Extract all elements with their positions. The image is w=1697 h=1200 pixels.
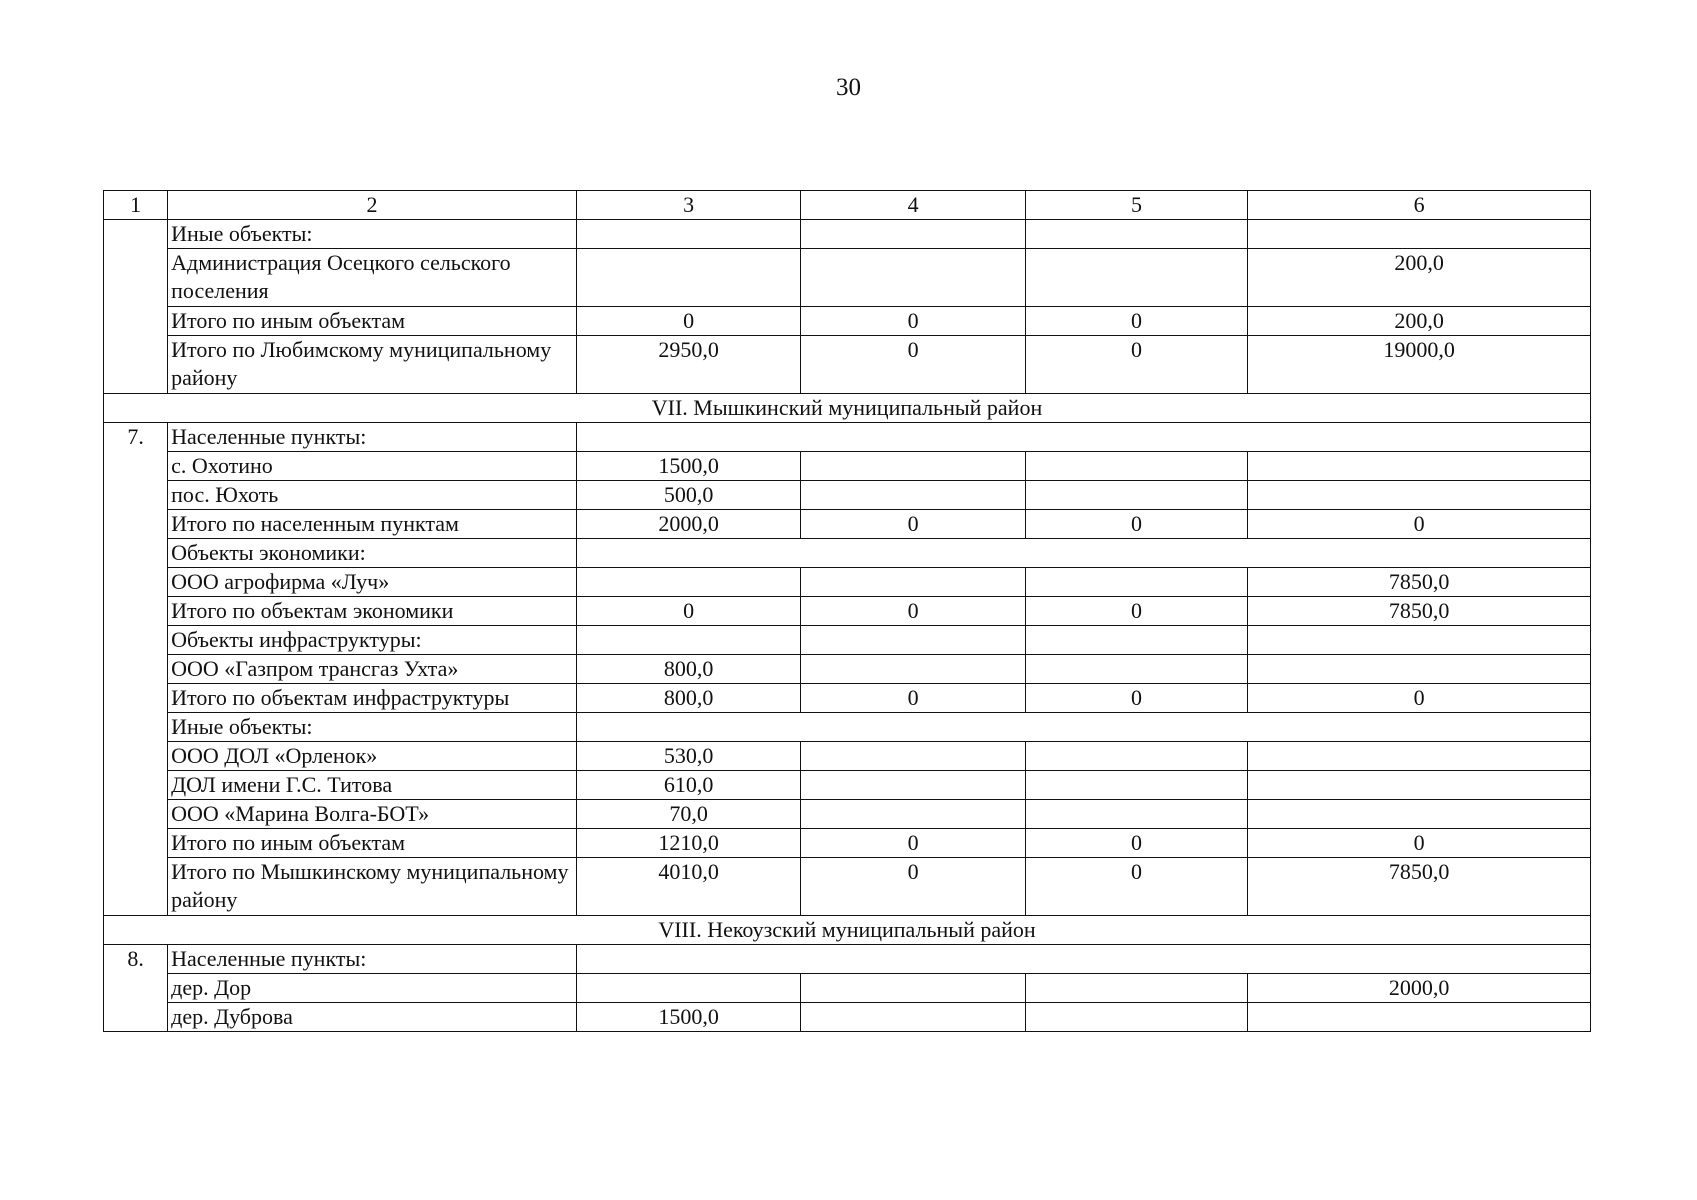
- empty-cell: [576, 423, 1590, 452]
- row-label: Населенные пункты:: [168, 945, 577, 974]
- value-cell-c5: 0: [1025, 336, 1247, 394]
- table-row: [104, 539, 1591, 568]
- value-cell-c3: 70,0: [576, 800, 800, 829]
- table-row: [104, 597, 1591, 626]
- value-cell-c3: 530,0: [576, 742, 800, 771]
- table-row: [104, 684, 1591, 713]
- table-row: [104, 713, 1591, 742]
- table-row: [104, 220, 1591, 249]
- value-cell-c5: [1025, 655, 1247, 684]
- section-title: VII. Мышкинский муниципальный район: [104, 394, 1591, 423]
- value-cell-c5: [1025, 800, 1247, 829]
- row-label: Иные объекты:: [168, 220, 577, 249]
- header-cell: 6: [1248, 191, 1591, 220]
- table-row: [104, 945, 1591, 974]
- row-label: ООО «Газпром трансгаз Ухта»: [168, 655, 577, 684]
- table-row: [104, 307, 1591, 336]
- value-cell-c4: 0: [801, 336, 1025, 394]
- table-row: [104, 568, 1591, 597]
- value-cell-c3: 4010,0: [576, 858, 800, 916]
- row-label: Итого по Мышкинскому муниципальному району: [168, 858, 577, 916]
- value-cell-c4: [801, 452, 1025, 481]
- value-cell-c6: [1248, 771, 1591, 800]
- header-cell: 1: [104, 191, 168, 220]
- value-cell-c3: 610,0: [576, 771, 800, 800]
- value-cell-c6: [1248, 800, 1591, 829]
- value-cell-c5: [1025, 249, 1247, 307]
- value-cell-c5: [1025, 1003, 1247, 1032]
- value-cell-c5: [1025, 771, 1247, 800]
- table-row: [104, 858, 1591, 916]
- value-cell-c6: 2000,0: [1248, 974, 1591, 1003]
- value-cell-c4: 0: [801, 858, 1025, 916]
- table-row: [104, 1003, 1591, 1032]
- row-label: Итого по иным объектам: [168, 307, 577, 336]
- value-cell-c6: 19000,0: [1248, 336, 1591, 394]
- value-cell-c6: [1248, 1003, 1591, 1032]
- value-cell-c4: 0: [801, 510, 1025, 539]
- value-cell-c5: 0: [1025, 858, 1247, 916]
- value-cell-c4: [801, 771, 1025, 800]
- header-cell: 2: [168, 191, 577, 220]
- table-row: [104, 510, 1591, 539]
- value-cell-c3: 1500,0: [576, 452, 800, 481]
- value-cell-c5: [1025, 452, 1247, 481]
- value-cell-c3: 500,0: [576, 481, 800, 510]
- value-cell-c5: [1025, 481, 1247, 510]
- value-cell-c6: 0: [1248, 829, 1591, 858]
- value-cell-c3: 0: [576, 597, 800, 626]
- table-row: [104, 249, 1591, 307]
- value-cell-c4: [801, 568, 1025, 597]
- table-body: [104, 191, 1591, 1032]
- value-cell-c4: [801, 655, 1025, 684]
- row-label: Итого по населенным пунктам: [168, 510, 577, 539]
- value-cell-c3: [576, 220, 800, 249]
- header-row: [104, 191, 1591, 220]
- row-label: ДОЛ имени Г.С. Титова: [168, 771, 577, 800]
- value-cell-c6: [1248, 452, 1591, 481]
- row-label: Населенные пункты:: [168, 423, 577, 452]
- value-cell-c3: 1500,0: [576, 1003, 800, 1032]
- value-cell-c4: [801, 974, 1025, 1003]
- header-cell: 4: [801, 191, 1025, 220]
- table-row: [104, 800, 1591, 829]
- row-label: Итого по объектам инфраструктуры: [168, 684, 577, 713]
- table-row: [104, 423, 1591, 452]
- table-row: [104, 829, 1591, 858]
- value-cell-c3: 800,0: [576, 684, 800, 713]
- value-cell-c5: 0: [1025, 684, 1247, 713]
- table-row: [104, 336, 1591, 394]
- row-number: [104, 220, 168, 394]
- row-label: ООО агрофирма «Луч»: [168, 568, 577, 597]
- value-cell-c3: [576, 249, 800, 307]
- value-cell-c6: [1248, 626, 1591, 655]
- table-row: [104, 974, 1591, 1003]
- table-row: [104, 481, 1591, 510]
- row-label: дер. Дор: [168, 974, 577, 1003]
- row-label: Итого по Любимскому муниципальному району: [168, 336, 577, 394]
- row-label: Объекты инфраструктуры:: [168, 626, 577, 655]
- value-cell-c4: 0: [801, 597, 1025, 626]
- row-label: Итого по иным объектам: [168, 829, 577, 858]
- row-label: Иные объекты:: [168, 713, 577, 742]
- value-cell-c3: [576, 568, 800, 597]
- value-cell-c6: 200,0: [1248, 307, 1591, 336]
- value-cell-c6: 0: [1248, 510, 1591, 539]
- section-title: VIII. Некоузский муниципальный район: [104, 916, 1591, 945]
- empty-cell: [576, 945, 1590, 974]
- row-number: 8.: [104, 945, 168, 1032]
- value-cell-c4: 0: [801, 829, 1025, 858]
- value-cell-c5: [1025, 568, 1247, 597]
- value-cell-c3: 2950,0: [576, 336, 800, 394]
- value-cell-c6: 7850,0: [1248, 597, 1591, 626]
- header-cell: 3: [576, 191, 800, 220]
- value-cell-c4: 0: [801, 684, 1025, 713]
- value-cell-c4: [801, 220, 1025, 249]
- value-cell-c6: [1248, 220, 1591, 249]
- row-label: Администрация Осецкого сельского поселения: [168, 249, 577, 307]
- value-cell-c4: [801, 249, 1025, 307]
- table-row: [104, 626, 1591, 655]
- table-row: [104, 771, 1591, 800]
- value-cell-c3: 0: [576, 307, 800, 336]
- value-cell-c3: 1210,0: [576, 829, 800, 858]
- value-cell-c5: [1025, 742, 1247, 771]
- row-number: 7.: [104, 423, 168, 916]
- value-cell-c5: [1025, 974, 1247, 1003]
- value-cell-c3: 2000,0: [576, 510, 800, 539]
- table-row: [104, 655, 1591, 684]
- value-cell-c6: 0: [1248, 684, 1591, 713]
- value-cell-c6: 7850,0: [1248, 568, 1591, 597]
- row-label: Итого по объектам экономики: [168, 597, 577, 626]
- value-cell-c6: [1248, 655, 1591, 684]
- value-cell-c5: 0: [1025, 307, 1247, 336]
- row-label: с. Охотино: [168, 452, 577, 481]
- header-cell: 5: [1025, 191, 1247, 220]
- value-cell-c4: [801, 800, 1025, 829]
- row-label: ООО «Марина Волга-БОТ»: [168, 800, 577, 829]
- value-cell-c4: 0: [801, 307, 1025, 336]
- value-cell-c5: 0: [1025, 597, 1247, 626]
- value-cell-c6: [1248, 481, 1591, 510]
- value-cell-c4: [801, 481, 1025, 510]
- value-cell-c5: [1025, 626, 1247, 655]
- row-label: дер. Дуброва: [168, 1003, 577, 1032]
- value-cell-c4: [801, 626, 1025, 655]
- value-cell-c6: 7850,0: [1248, 858, 1591, 916]
- table-row: [104, 452, 1591, 481]
- value-cell-c3: 800,0: [576, 655, 800, 684]
- row-label: ООО ДОЛ «Орленок»: [168, 742, 577, 771]
- value-cell-c5: [1025, 220, 1247, 249]
- section-title-row: [104, 916, 1591, 945]
- allocation-table: [103, 190, 1591, 1032]
- value-cell-c6: [1248, 742, 1591, 771]
- value-cell-c4: [801, 742, 1025, 771]
- section-title-row: [104, 394, 1591, 423]
- empty-cell: [576, 539, 1590, 568]
- value-cell-c3: [576, 626, 800, 655]
- page-number: 30: [836, 74, 861, 101]
- value-cell-c5: 0: [1025, 829, 1247, 858]
- row-label: пос. Юхоть: [168, 481, 577, 510]
- value-cell-c4: [801, 1003, 1025, 1032]
- value-cell-c3: [576, 974, 800, 1003]
- value-cell-c5: 0: [1025, 510, 1247, 539]
- empty-cell: [576, 713, 1590, 742]
- table-row: [104, 742, 1591, 771]
- row-label: Объекты экономики:: [168, 539, 577, 568]
- value-cell-c6: 200,0: [1248, 249, 1591, 307]
